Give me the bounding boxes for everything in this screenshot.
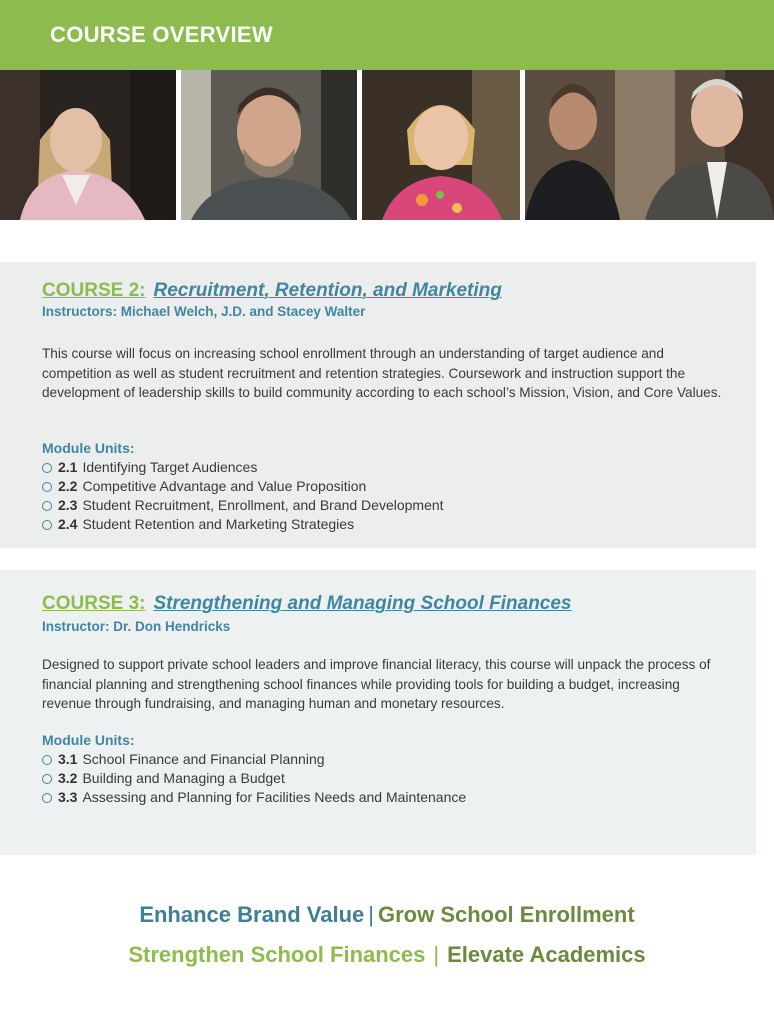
tagline-grow-enrollment: Grow School Enrollment [378,902,635,927]
photo-woman-smiling-floral [362,70,520,220]
course-2-module-units-label: Module Units: [42,440,135,456]
course-3-unit-list [42,750,466,807]
list-item: 3.1 School Finance and Financial Planning [42,750,466,769]
tagline-strengthen-finances: Strengthen School Finances [128,942,426,967]
list-item: 2.4 Student Retention and Marketing Strategies [42,515,444,534]
course-2-panel [0,262,756,548]
page-title: COURSE OVERVIEW [50,22,273,47]
course-3-instructors: Instructor: Dr. Don Hendricks [42,619,231,634]
circle-bullet-icon [42,501,52,511]
circle-bullet-icon [42,774,52,784]
tagline-elevate-academics: Elevate Academics [447,942,646,967]
course-3-panel [0,570,756,855]
photo-woman-blonde-pink-blazer [0,70,176,220]
list-item: 3.3 Assessing and Planning for Facilities Needs and Maintenance [42,788,466,807]
course-2-title-link[interactable]: Recruitment, Retention, and Marketing [153,280,502,301]
photo-man-bearded-smiling [181,70,357,220]
course-2-description: This course will focus on increasing school enrollment through an understanding of target audience and competition as well as student recruitment and retention strategies. Coursework and instruction support the development of leadership skills to build community according to each school’s Mission, Vision, and Core Values. [42,346,722,400]
list-item: 3.2 Building and Managing a Budget [42,769,466,788]
circle-bullet-icon [42,755,52,765]
course-3-module-units-label: Module Units: [42,732,135,748]
list-item: 2.1 Identifying Target Audiences [42,458,444,477]
circle-bullet-icon [42,463,52,473]
tagline-separator: | [433,942,440,967]
course-3-number: COURSE 3: [42,593,146,614]
course-2-heading [42,280,502,302]
course-2-instructors: Instructors: Michael Welch, J.D. and Stacey Walter [42,304,366,319]
tagline-row-2 [0,942,774,968]
list-item: 2.2 Competitive Advantage and Value Proposition [42,477,444,496]
list-item: 2.3 Student Recruitment, Enrollment, and Brand Development [42,496,444,515]
circle-bullet-icon [42,793,52,803]
header-bar [0,0,774,70]
tagline-row-1 [0,902,774,928]
course-3-heading [42,593,572,615]
circle-bullet-icon [42,520,52,530]
course-2-number: COURSE 2: [42,280,146,301]
photo-two-men-conversation [525,70,774,220]
tagline-separator: | [368,902,374,927]
photo-strip [0,70,774,220]
circle-bullet-icon [42,482,52,492]
course-3-description: Designed to support private school leaders and improve financial literacy, this course will unpack the process of financial planning and strengthening school finances while providing tools for building a budget, increasing revenue through fundraising, and managing human and monetary resources. [42,657,711,711]
tagline-enhance-brand-value: Enhance Brand Value [139,902,365,927]
course-2-unit-list [42,458,444,534]
course-3-title-link[interactable]: Strengthening and Managing School Finances [153,593,572,614]
